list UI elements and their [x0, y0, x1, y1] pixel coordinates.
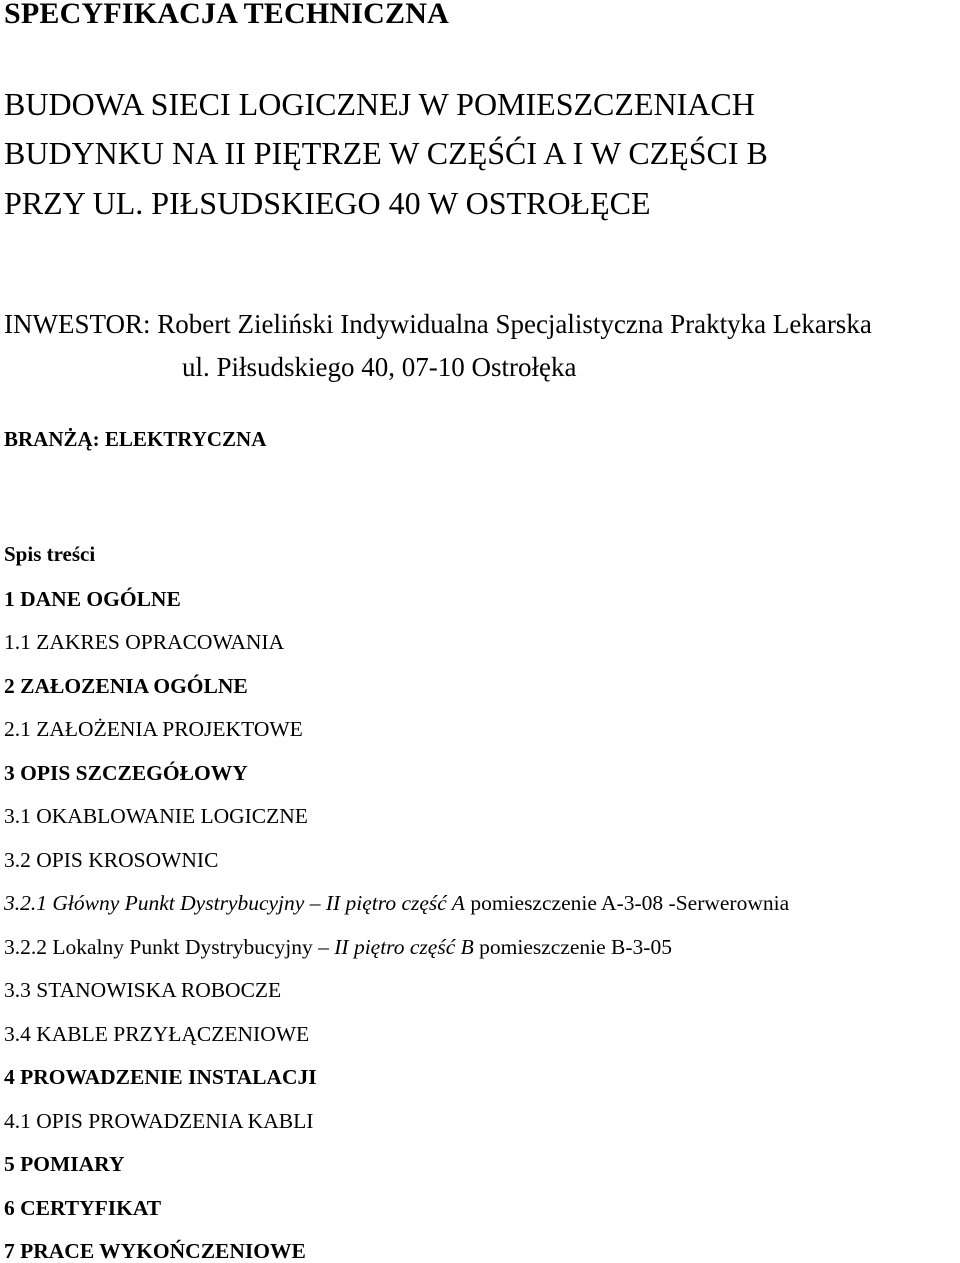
subject-line-2: BUDYNKU NA II PIĘTRZE W CZĘŚĆI A I W CZĘŚCI B — [4, 135, 768, 171]
toc-item-3-2-2 — [4, 937, 672, 959]
toc-item-3: 3 OPIS SZCZEGÓŁOWY — [4, 761, 248, 785]
toc-item-3-2-1-title: Główny Punkt Dystrybucyjny – II piętro część A — [52, 891, 465, 915]
toc-item-5: 5 POMIARY — [4, 1152, 125, 1176]
investor-separator: : — [143, 309, 151, 339]
toc-item-3-2-2-location: II piętro część B — [334, 935, 474, 959]
toc-item-3-2-1 — [4, 893, 789, 915]
toc-item-4: 4 PROWADZENIE INSTALACJI — [4, 1065, 317, 1089]
toc-item-4-1: 4.1 OPIS PROWADZENIA KABLI — [4, 1109, 314, 1133]
toc-item-2-1: 2.1 ZAŁOŻENIA PROJEKTOWE — [4, 717, 303, 741]
toc-item-3-2: 3.2 OPIS KROSOWNIC — [4, 848, 219, 872]
subject-line-1: BUDOWA SIECI LOGICZNEJ W POMIESZCZENIACH — [4, 86, 755, 122]
toc-item-7: 7 PRACE WYKOŃCZENIOWE — [4, 1239, 306, 1263]
toc-item-3-3: 3.3 STANOWISKA ROBOCZE — [4, 978, 282, 1002]
toc-item-3-2-2-room: pomieszczenie B-3-05 — [479, 935, 672, 959]
toc-heading: Spis treści — [4, 542, 96, 566]
investor-label: INWESTOR — [4, 309, 143, 339]
investor-address: ul. Piłsudskiego 40, 07-10 Ostrołęka — [182, 352, 577, 382]
investor-name: Robert Zieliński Indywidualna Specjalistyczna Praktyka Lekarska — [157, 309, 872, 339]
toc-item-3-2-2-title: Lokalny Punkt Dystrybucyjny – — [52, 935, 329, 959]
investor-line — [4, 311, 872, 338]
toc-item-1-1: 1.1 ZAKRES OPRACOWANIA — [4, 630, 285, 654]
toc-item-1: 1 DANE OGÓLNE — [4, 587, 181, 611]
branch-label: BRANŻĄ: ELEKTRYCZNA — [4, 427, 267, 451]
toc-item-3-2-1-room: pomieszczenie A-3-08 -Serwerownia — [470, 891, 790, 915]
toc-item-6: 6 CERTYFIKAT — [4, 1196, 162, 1220]
subject-line-3: PRZY UL. PIŁSUDSKIEGO 40 W OSTROŁĘCE — [4, 185, 651, 221]
toc-item-3-2-1-number: 3.2.1 — [4, 891, 47, 915]
toc-item-2: 2 ZAŁOZENIA OGÓLNE — [4, 674, 248, 698]
toc-item-3-2-2-number: 3.2.2 — [4, 935, 47, 959]
toc-item-3-4: 3.4 KABLE PRZYŁĄCZENIOWE — [4, 1022, 310, 1046]
toc-item-3-1: 3.1 OKABLOWANIE LOGICZNE — [4, 804, 308, 828]
document-title: SPECYFIKACJA TECHNICZNA — [4, 0, 449, 30]
